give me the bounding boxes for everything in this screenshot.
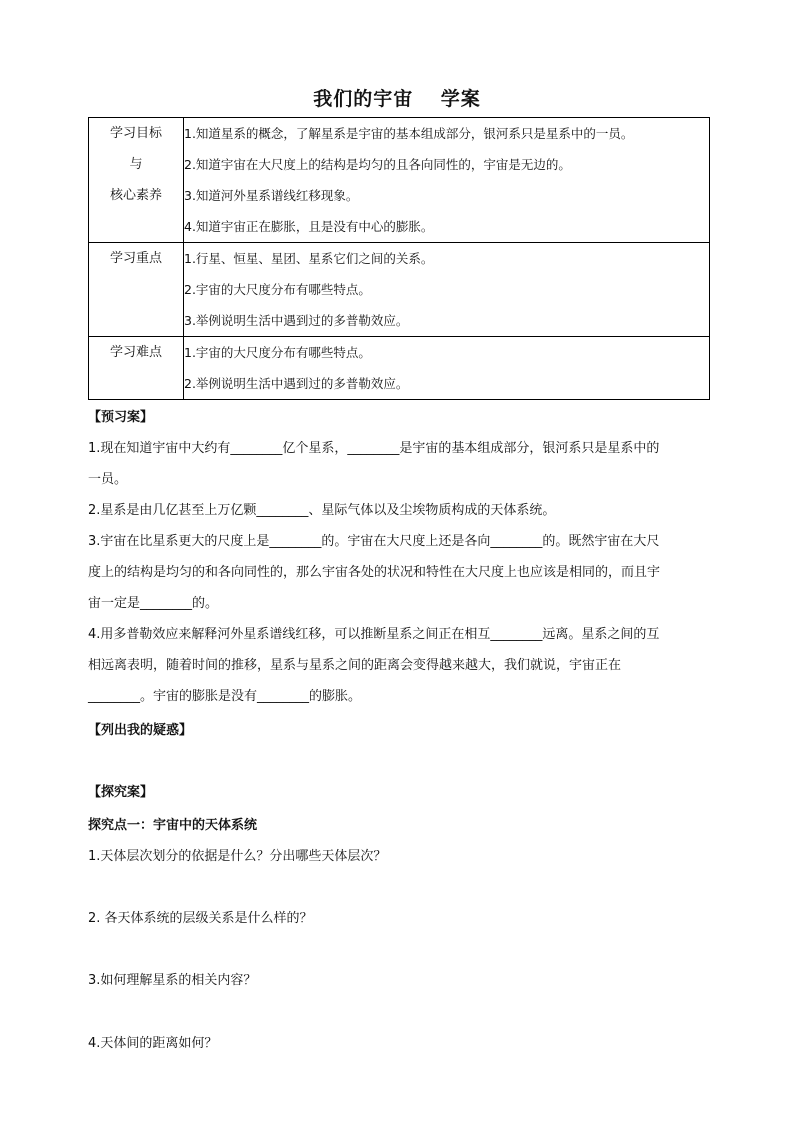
explore-subheading: 探究点一：宇宙中的天体系统 (88, 818, 258, 833)
list-item: 1.宇宙的大尺度分布有哪些特点。 (184, 345, 371, 360)
list-item: 2.举例说明生活中遇到过的多普勒效应。 (184, 376, 409, 391)
row-label-difficulties (89, 337, 184, 400)
list-item: 1.知道星系的概念，了解星系是宇宙的基本组成部分，银河系只是星系中的一员。 (184, 126, 634, 141)
row-label-key-points (89, 243, 184, 337)
label-line: 学习难点 (109, 345, 162, 360)
row-label-goals (89, 118, 184, 243)
question-4: 4.天体间的距离如何？ (88, 1036, 218, 1051)
preview-heading: 【预习案】 (88, 410, 154, 425)
doubts-heading: 【列出我的疑惑】 (88, 723, 193, 738)
list-item: 3.举例说明生活中遇到过的多普勒效应。 (184, 313, 409, 328)
label-line: 学习目标 (109, 126, 162, 141)
explore-heading: 【探究案】 (88, 785, 154, 800)
table-row (89, 118, 710, 243)
question-1: 1.天体层次划分的依据是什么？分出哪些天体层次？ (88, 849, 387, 864)
page-title: 我们的宇宙 学案 (313, 88, 481, 110)
preview-paragraph-1 (88, 433, 710, 495)
list-item: 1.行星、恒星、星团、星系它们之间的关系。 (184, 251, 434, 266)
list-item: 2.宇宙的大尺度分布有哪些特点。 (184, 282, 371, 297)
list-item: 4.知道宇宙正在膨胀，且是没有中心的膨胀。 (184, 219, 434, 234)
paragraph-line: 3.宇宙在比星系更大的尺度上是________的。宇宙在大尺度上还是各向________的。既然宇宙在大尺 (88, 534, 660, 549)
paragraph-line: 4.用多普勒效应来解释河外星系谱线红移，可以推断星系之间正在相互________远离。星系之间的互 (88, 627, 660, 642)
paragraph-line: ________。宇宙的膨胀是没有________的膨胀。 (88, 689, 362, 704)
preview-paragraph-2 (88, 495, 710, 526)
preview-paragraph-4 (88, 619, 710, 712)
row-content-goals (184, 118, 710, 243)
paragraph-line: 宙一定是________的。 (88, 596, 219, 611)
list-item: 2.知道宇宙在大尺度上的结构是均匀的且各向同性的，宇宙是无边的。 (184, 157, 571, 172)
paragraph-line: 一员。 (88, 472, 128, 487)
paragraph-line: 相远离表明，随着时间的推移，星系与星系之间的距离会变得越来越大，我们就说，宇宙正在 (88, 658, 622, 673)
paragraph-line: 1.现在知道宇宙中大约有________亿个星系，________是宇宙的基本组成部分，银河系只是星系中的 (88, 441, 660, 456)
table-row (89, 337, 710, 400)
paragraph-line: 2.星系是由几亿甚至上万亿颗________、星际气体以及尘埃物质构成的天体系统。 (88, 503, 556, 518)
question-2: 2. 各天体系统的层级关系是什么样的？ (88, 911, 313, 926)
label-line: 核心素养 (109, 188, 162, 203)
paragraph-line: 度上的结构是均匀的和各向同性的，那么宇宙各处的状况和特性在大尺度上也应该是相同的，而且宇 (88, 565, 661, 580)
label-line: 学习重点 (109, 251, 162, 266)
preview-paragraph-3 (88, 526, 710, 619)
list-item: 3.知道河外星系谱线红移现象。 (184, 188, 359, 203)
label-line: 与 (129, 157, 143, 172)
learning-goals-table (88, 117, 710, 400)
row-content-key-points (184, 243, 710, 337)
question-3: 3.如何理解星系的相关内容？ (88, 973, 257, 988)
row-content-difficulties (184, 337, 710, 400)
table-row (89, 243, 710, 337)
